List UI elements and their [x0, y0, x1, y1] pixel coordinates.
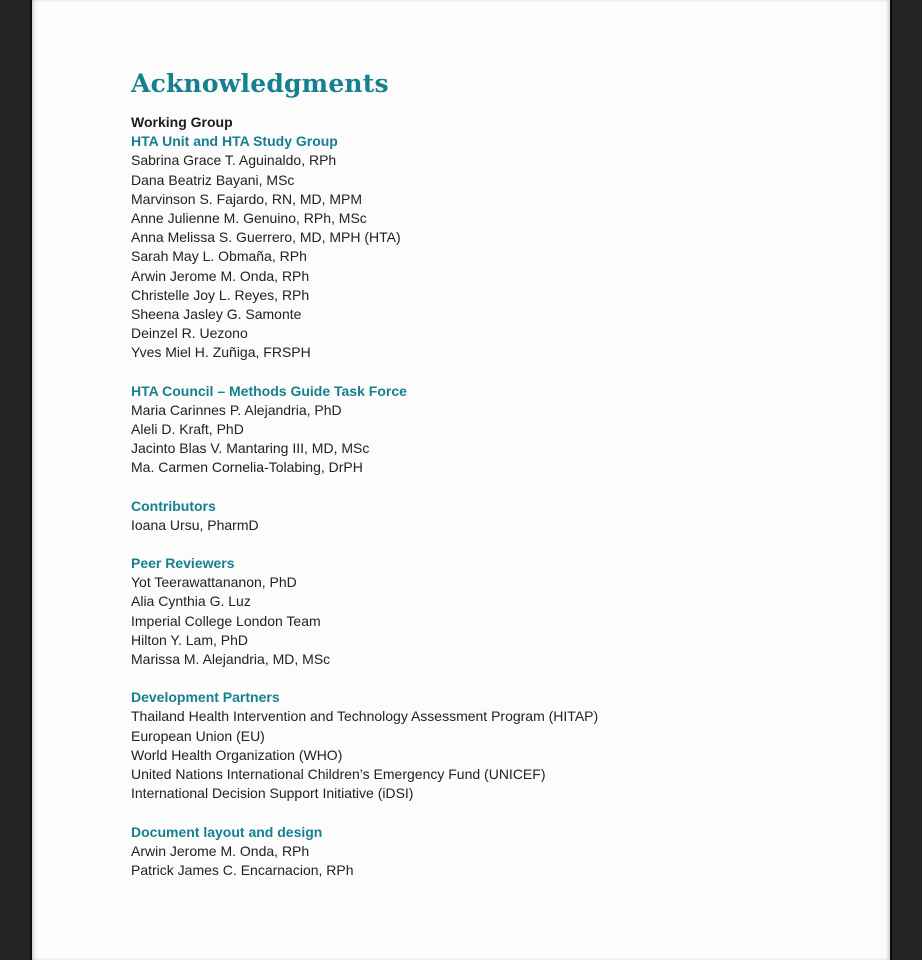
member-line: Imperial College London Team [131, 612, 321, 629]
member-line: Thailand Health Intervention and Technology Assessment Program (HITAP) [131, 708, 599, 725]
section-subheading: Contributors [131, 497, 216, 514]
member-line: Maria Carinnes P. Alejandria, PhD [131, 401, 342, 418]
section-heading: Working Group [131, 114, 233, 130]
member-line: Anne Julienne M. Genuino, RPh, MSc [131, 210, 367, 227]
member-line: Christelle Joy L. Reyes, RPh [131, 286, 310, 303]
member-line: Marvinson S. Fajardo, RN, MD, MPM [131, 190, 363, 207]
section [131, 688, 800, 803]
member-line: Marissa M. Alejandria, MD, MSc [131, 651, 331, 668]
section-subheading: Document layout and design [131, 823, 323, 840]
section [131, 823, 800, 881]
member-line: Patrick James C. Encarnacion, RPh [131, 861, 354, 878]
section-subheading: Peer Reviewers [131, 555, 235, 572]
member-line: Anna Melissa S. Guerrero, MD, MPH (HTA) [131, 229, 401, 246]
member-line: Ioana Ursu, PharmD [131, 516, 259, 533]
member-line: Yot Teerawattananon, PhD [131, 574, 297, 591]
member-line: Arwin Jerome M. Onda, RPh [131, 267, 310, 284]
member-line: European Union (EU) [131, 727, 265, 744]
member-line: Ma. Carmen Cornelia-Tolabing, DrPH [131, 459, 363, 476]
section-subheading: HTA Council – Methods Guide Task Force [131, 382, 407, 399]
member-line: Arwin Jerome M. Onda, RPh [131, 842, 310, 859]
member-line: Aleli D. Kraft, PhD [131, 421, 244, 438]
section-subheading: HTA Unit and HTA Study Group [131, 133, 338, 150]
section-subheading: Development Partners [131, 689, 280, 706]
section [131, 113, 800, 363]
page-content [32, 0, 890, 880]
member-line: Sheena Jasley G. Samonte [131, 306, 302, 323]
member-line: Dana Beatriz Bayani, MSc [131, 171, 295, 188]
member-line: International Decision Support Initiative (iDSI) [131, 785, 414, 802]
member-line: United Nations International Children’s Emergency Fund (UNICEF) [131, 766, 546, 783]
page-title: Acknowledgments [131, 69, 389, 98]
member-line: Yves Miel H. Zuñiga, FRSPH [131, 344, 311, 361]
document-page [30, 0, 892, 960]
section [131, 554, 800, 669]
member-line: Jacinto Blas V. Mantaring III, MD, MSc [131, 440, 370, 457]
section [131, 382, 800, 478]
member-line: Deinzel R. Uezono [131, 325, 248, 342]
section [131, 497, 800, 535]
member-line: Sarah May L. Obmaña, RPh [131, 248, 307, 265]
member-line: Hilton Y. Lam, PhD [131, 631, 248, 648]
member-line: Alia Cynthia G. Luz [131, 593, 251, 610]
sections-container [131, 113, 800, 880]
member-line: Sabrina Grace T. Aguinaldo, RPh [131, 152, 337, 169]
member-line: World Health Organization (WHO) [131, 746, 343, 763]
